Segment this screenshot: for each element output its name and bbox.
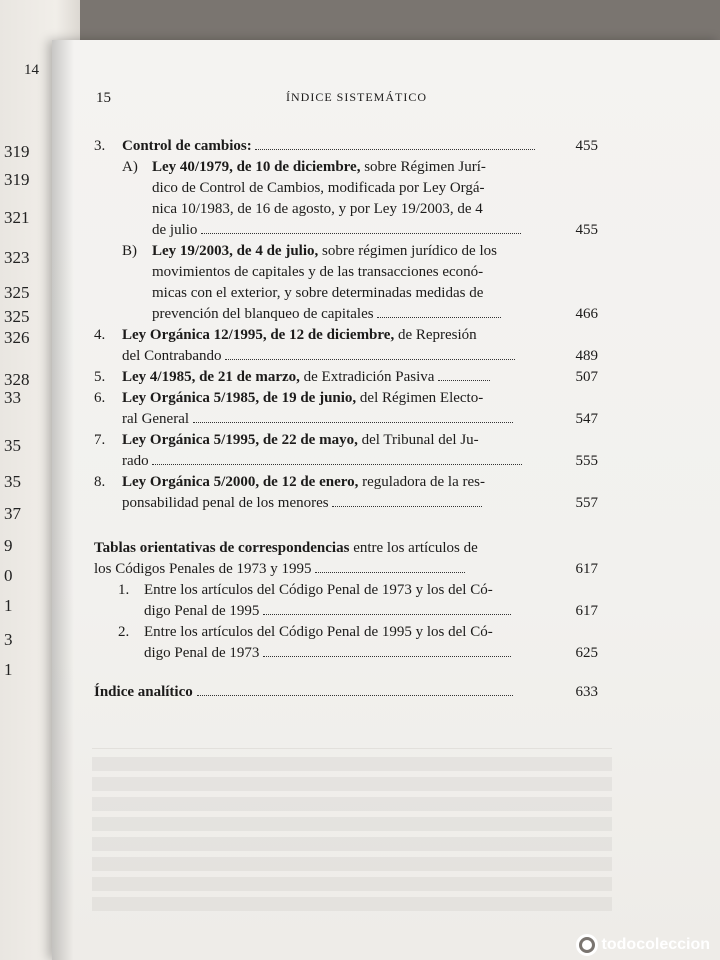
entry-text: del Tribunal del Ju- — [361, 432, 479, 448]
toc-entry — [94, 157, 614, 241]
entry-number: 2. — [118, 624, 130, 640]
watermark-logo-icon — [576, 934, 598, 956]
back-page-number: 0 — [4, 566, 13, 585]
entry-title: Ley Orgánica 5/1995, de 22 de mayo, — [122, 432, 358, 448]
back-page-number: 323 — [4, 248, 30, 267]
leader-dots — [263, 655, 511, 657]
entry-number: 7. — [94, 432, 106, 448]
entry-number: 1. — [118, 582, 130, 598]
entry-text: digo Penal de 1995 — [144, 603, 260, 619]
leader-dots — [201, 232, 521, 234]
leader-dots — [193, 421, 513, 423]
back-page-number: 319 — [4, 142, 30, 161]
back-page-number: 35 — [4, 472, 21, 491]
back-page-number: 321 — [4, 208, 30, 227]
leader-dots — [315, 571, 465, 573]
entry-text: digo Penal de 1973 — [144, 645, 260, 661]
back-page-number: 326 — [4, 328, 30, 347]
toc-entry — [94, 325, 614, 367]
entry-text: ral General — [122, 411, 190, 427]
entry-title: Ley 4/1985, de 21 de marzo, — [122, 369, 300, 385]
entry-number: 5. — [94, 369, 106, 385]
leader-dots — [152, 463, 522, 465]
entry-text: ponsabilidad penal de los menores — [122, 495, 329, 511]
entry-text: entre los artículos de — [353, 540, 478, 556]
back-page-number: 33 — [4, 388, 21, 407]
entry-number: 8. — [94, 474, 106, 490]
back-page-number: 1 — [4, 596, 13, 615]
entry-page: 633 — [575, 684, 598, 700]
entry-page: 455 — [575, 222, 598, 238]
entry-title: Índice analítico — [94, 684, 193, 700]
entry-text: sobre Régimen Jurí- — [364, 159, 486, 175]
book-page — [52, 40, 720, 960]
entry-text: dico de Control de Cambios, modificada por Ley Orgá- — [152, 180, 485, 196]
leader-dots — [438, 379, 490, 381]
leader-dots — [377, 316, 501, 318]
entry-text: de Extradición Pasiva — [303, 369, 435, 385]
toc-entry — [94, 388, 614, 430]
toc-entry — [94, 538, 614, 580]
entry-page: 625 — [575, 645, 598, 661]
entry-title: Control de cambios: — [122, 138, 252, 154]
page-header — [96, 90, 606, 110]
entry-text: del Contrabando — [122, 348, 222, 364]
toc-entry — [94, 241, 614, 325]
entry-title: Ley 19/2003, de 4 de julio, — [152, 243, 319, 259]
entry-text: sobre régimen jurídico de los — [322, 243, 497, 259]
entry-title: Ley Orgánica 5/2000, de 12 de enero, — [122, 474, 359, 490]
entry-title: Ley Orgánica 12/1995, de 12 de diciembre, — [122, 327, 395, 343]
back-page-number: 325 — [4, 307, 30, 326]
back-page-number: 328 — [4, 370, 30, 389]
entry-page: 617 — [575, 561, 598, 577]
bleed-through-text — [92, 730, 612, 917]
entry-title: Ley 40/1979, de 10 de diciembre, — [152, 159, 361, 175]
entry-page: 547 — [575, 411, 598, 427]
leader-dots — [197, 694, 513, 696]
leader-dots — [255, 148, 535, 150]
leader-dots — [332, 505, 482, 507]
entry-text: prevención del blanqueo de capitales — [152, 306, 374, 322]
back-page-number: 14 — [24, 62, 39, 78]
entry-number: A) — [122, 159, 138, 175]
entry-title: Ley Orgánica 5/1985, de 19 de junio, — [122, 390, 357, 406]
running-title: ÍNDICE SISTEMÁTICO — [286, 90, 427, 104]
toc-entry — [94, 136, 614, 157]
entry-page: 617 — [575, 603, 598, 619]
back-page-number: 37 — [4, 504, 21, 523]
entry-text: movimientos de capitales y de las transacciones econó- — [152, 264, 484, 280]
toc-entry — [94, 430, 614, 472]
toc-entry — [94, 472, 614, 514]
entry-page: 489 — [575, 348, 598, 364]
watermark — [576, 934, 710, 956]
entry-text: rado — [122, 453, 149, 469]
back-page-number: 35 — [4, 436, 21, 455]
entry-text: los Códigos Penales de 1973 y 1995 — [94, 561, 312, 577]
toc-entry — [94, 622, 614, 664]
watermark-text: todocoleccion — [601, 936, 710, 953]
entry-number: 3. — [94, 138, 106, 154]
entry-title: Tablas orientativas de correspondencias — [94, 540, 350, 556]
entry-text: Entre los artículos del Código Penal de 1973 y los del Có- — [144, 582, 493, 598]
table-of-contents — [94, 136, 614, 703]
back-page-number: 1 — [4, 660, 13, 679]
back-page-number: 319 — [4, 170, 30, 189]
entry-text: Entre los artículos del Código Penal de 1995 y los del Có- — [144, 624, 493, 640]
entry-page: 555 — [575, 453, 598, 469]
entry-page: 466 — [575, 306, 598, 322]
leader-dots — [263, 613, 511, 615]
toc-entry — [94, 580, 614, 622]
back-page-number: 9 — [4, 536, 13, 555]
entry-page: 507 — [575, 369, 598, 385]
back-page-number: 3 — [4, 630, 13, 649]
entry-text: de Represión — [397, 327, 477, 343]
entry-text: de julio — [152, 222, 198, 238]
entry-text: nica 10/1983, de 16 de agosto, y por Ley 19/2003, de 4 — [152, 201, 483, 217]
toc-entry — [94, 682, 614, 703]
entry-text: micas con el exterior, y sobre determinadas medidas de — [152, 285, 484, 301]
entry-number: 6. — [94, 390, 106, 406]
entry-text: reguladora de la res- — [362, 474, 485, 490]
entry-number: B) — [122, 243, 137, 259]
entry-number: 4. — [94, 327, 106, 343]
entry-page: 557 — [575, 495, 598, 511]
entry-text: del Régimen Electo- — [359, 390, 484, 406]
toc-entry — [94, 367, 614, 388]
back-page-number: 325 — [4, 283, 30, 302]
page-number: 15 — [96, 90, 111, 106]
entry-page: 455 — [575, 138, 598, 154]
leader-dots — [225, 358, 515, 360]
